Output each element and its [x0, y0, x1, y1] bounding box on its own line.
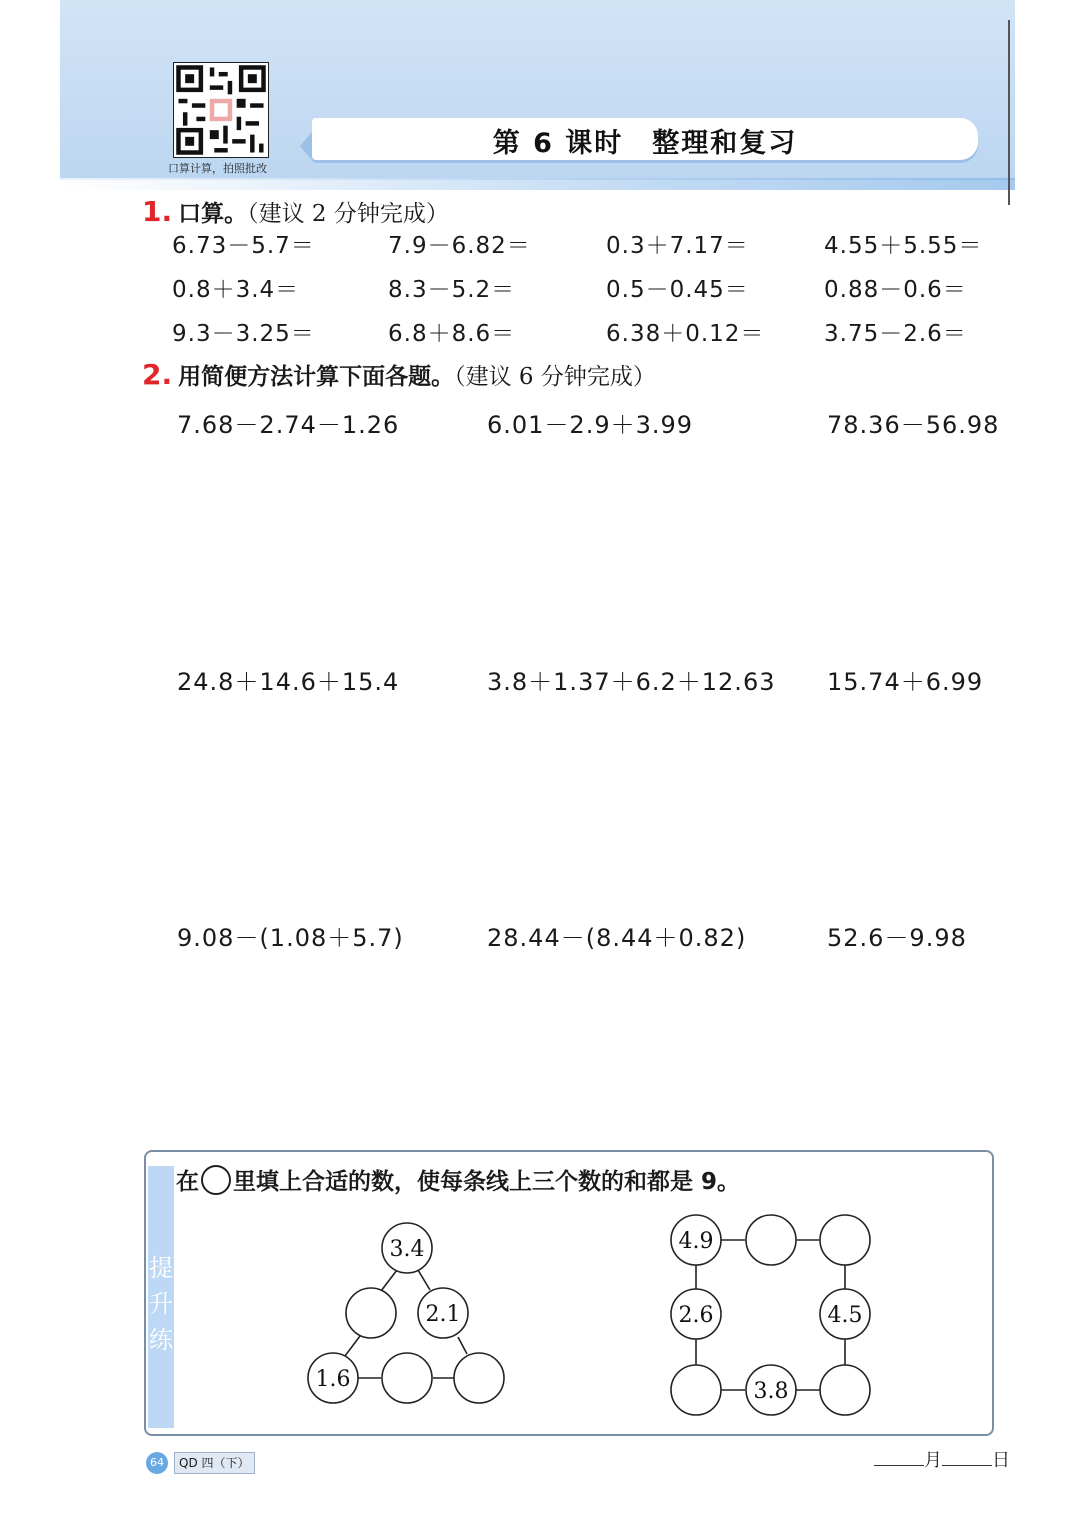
section-2-hint: （建议 6 分钟完成）	[454, 364, 656, 390]
simplify-problem[interactable]: 52.6－9.98	[827, 924, 967, 952]
month-blank[interactable]	[874, 1447, 924, 1466]
oral-problem[interactable]: 0.88－0.6＝	[824, 277, 967, 303]
page-number: 64	[146, 1452, 168, 1474]
bonus-prompt: 在 里填上合适的数，使每条线上三个数的和都是 9。	[176, 1163, 740, 1196]
section-1-hint: （建议 2 分钟完成）	[247, 201, 449, 227]
simplify-problem[interactable]: 7.68－2.74－1.26	[177, 411, 400, 439]
section-1-title: 口算。	[178, 201, 248, 227]
triangle-left-middle-circle[interactable]	[346, 1288, 396, 1338]
oral-problem[interactable]: 4.55＋5.55＝	[824, 233, 983, 259]
oral-problem[interactable]: 8.3－5.2＝	[388, 277, 516, 303]
square-right-middle-value: 4.5	[827, 1303, 863, 1328]
oral-problem[interactable]: 0.5－0.45＝	[606, 277, 749, 303]
triangle-top-value: 3.4	[389, 1237, 425, 1262]
triangle-bottom-middle-circle[interactable]	[382, 1353, 432, 1403]
section-2-number: 2.	[142, 358, 173, 391]
section-2-title: 用简便方法计算下面各题。	[178, 364, 455, 390]
day-label: 日	[992, 1450, 1010, 1471]
oral-problem[interactable]: 6.73－5.7＝	[172, 233, 315, 259]
bonus-tab-label: 提 升 练	[149, 1254, 173, 1354]
simplify-problem[interactable]: 9.08－(1.08＋5.7)	[177, 924, 404, 952]
oral-problem[interactable]: 6.8＋8.6＝	[388, 321, 516, 347]
date-fill-in	[874, 1446, 1010, 1472]
oral-problem[interactable]: 3.75－2.6＝	[824, 321, 967, 347]
simplify-problem[interactable]: 24.8＋14.6＋15.4	[177, 668, 400, 696]
oral-problem[interactable]: 6.38＋0.12＝	[606, 321, 765, 347]
oral-problem[interactable]: 0.8＋3.4＝	[172, 277, 300, 303]
square-bottom-right-circle[interactable]	[820, 1365, 870, 1415]
simplify-problem[interactable]: 3.8＋1.37＋6.2＋12.63	[487, 668, 776, 696]
triangle-right-middle-value: 2.1	[425, 1302, 461, 1327]
square-bottom-left-circle[interactable]	[671, 1365, 721, 1415]
month-label: 月	[924, 1450, 942, 1471]
triangle-bottom-right-circle[interactable]	[454, 1353, 504, 1403]
square-top-middle-circle[interactable]	[746, 1215, 796, 1265]
square-top-right-circle[interactable]	[820, 1215, 870, 1265]
simplify-problem[interactable]: 78.36－56.98	[827, 411, 1000, 439]
book-code: QD 四（下）	[174, 1452, 255, 1474]
square-bottom-middle-value: 3.8	[753, 1379, 789, 1404]
section-1-number: 1.	[142, 195, 173, 228]
qr-caption: 口算计算，拍照批改	[168, 162, 267, 175]
simplify-problem[interactable]: 15.74＋6.99	[827, 668, 984, 696]
oral-problem[interactable]: 9.3－3.25＝	[172, 321, 315, 347]
square-top-left-value: 4.9	[678, 1229, 714, 1254]
day-blank[interactable]	[942, 1447, 992, 1466]
oral-problem[interactable]: 7.9－6.82＝	[388, 233, 531, 259]
oral-problem[interactable]: 0.3＋7.17＝	[606, 233, 749, 259]
page-title: 第 6 课时 整理和复习	[492, 128, 798, 159]
simplify-problem[interactable]: 28.44－(8.44＋0.82)	[487, 924, 747, 952]
simplify-problem[interactable]: 6.01－2.9＋3.99	[487, 411, 694, 439]
triangle-bottom-left-value: 1.6	[315, 1367, 351, 1392]
square-left-middle-value: 2.6	[678, 1303, 714, 1328]
